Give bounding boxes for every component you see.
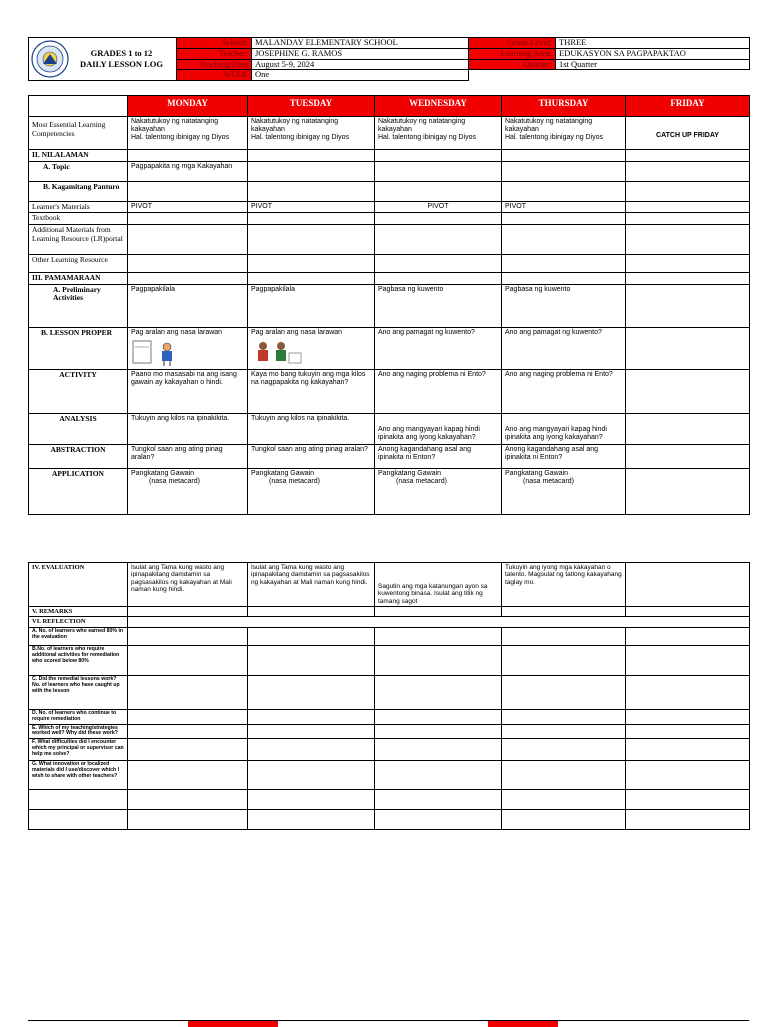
abstraction-wednesday: Anong kagandahang asal ang ipinakita ni Enton? — [375, 444, 502, 468]
activity-monday: Paano mo masasabi na ang isang gawain ay kakayahan o hindi. — [128, 369, 248, 413]
empty-cell — [556, 70, 750, 81]
area-label: Learning Area: — [469, 48, 556, 59]
activity-thursday: Ano ang naging problema ni Ento? — [502, 369, 626, 413]
application-monday-sub: (nasa metacard) — [149, 477, 200, 485]
date-value: August 5-9, 2024 — [252, 59, 469, 70]
school-label: School: — [177, 38, 252, 49]
reflection-f: F. What difficulties did I encounter which my principal or supervisor can help me solve? — [29, 739, 128, 761]
red-band — [488, 1021, 558, 1027]
teacher-value: JOSEPHINE G. RAMOS — [252, 48, 469, 59]
reflection-d: D. No. of learners who continue to require remediation — [29, 709, 128, 724]
evaluation-label: IV. EVALUATION — [29, 563, 128, 607]
empty-cell — [469, 70, 556, 81]
date-label: Teaching Date — [177, 59, 252, 70]
abstraction-monday: Tungkol saan ang ating pinag aralan? — [128, 444, 248, 468]
reflection-g: G. What innovation or localized materials did I use/discover which I wish to share with other teachers? — [29, 761, 128, 790]
nilalaman-label: II. NILALAMAN — [29, 150, 128, 162]
analysis-monday: Tukuyin ang kilos na ipinakikita. — [128, 413, 248, 444]
header-table — [28, 37, 750, 81]
analysis-thursday: Ano ang mangyayari kapag hindi ipinakita ang iyong kakayahan? — [502, 413, 626, 444]
pamamaraan-label: III. PAMAMARAAN — [29, 272, 128, 284]
quarter-label: Quarter: — [469, 59, 556, 70]
lesson-tuesday-cell — [248, 327, 375, 369]
preliminary-label: A. Preliminary Activities — [29, 284, 128, 327]
lesson-monday: Pag aralan ang nasa larawan — [131, 328, 223, 336]
activity-label: ACTIVITY — [29, 369, 128, 413]
reflection-b: B.No. of learners who require additional activities for remediation who scored below 80% — [29, 645, 128, 675]
melc-monday: Nakatutukoy ng natatanging kakayahan Hal. talentong ibinigay ng Diyos — [128, 117, 248, 150]
application-thursday-sub: (nasa metacard) — [523, 477, 574, 485]
reflection-e: E. Which of my teaching/strategies worked well? Why did these work? — [29, 724, 128, 739]
week-label: WEEK — [177, 70, 252, 81]
pivot-tuesday: PIVOT — [248, 201, 375, 213]
other-resource-label: Other Learning Resource — [29, 254, 128, 272]
melc-thursday: Nakatutukoy ng natatanging kakayahan Hal. talentong ibinigay ng Diyos — [502, 117, 626, 150]
header-title-cell — [29, 38, 177, 81]
pivot-wednesday: PIVOT — [375, 201, 502, 213]
abstraction-thursday: Anong kagandahang asal ang ipinakita ni Enton? — [502, 444, 626, 468]
week-value: One — [252, 70, 469, 81]
application-wednesday-cell — [375, 468, 502, 514]
application-thursday: Pangkatang Gawain — [505, 469, 569, 477]
corner-cell — [29, 96, 128, 117]
application-monday: Pangkatang Gawain — [131, 469, 195, 477]
teacher-label: Teacher: — [177, 48, 252, 59]
lesson-table — [28, 95, 750, 515]
application-tuesday-sub: (nasa metacard) — [269, 477, 320, 485]
textbook-label: Textbook — [29, 213, 128, 225]
grade-label: Grade Level: — [469, 38, 556, 49]
analysis-wednesday: Ano ang mangyayari kapag hindi ipinakita ang iyong kakayahan? — [375, 413, 502, 444]
lesson-thursday: Ano ang pamagat ng kuwento? — [502, 327, 626, 369]
day-friday: FRIDAY — [626, 96, 750, 117]
lesson-tuesday: Pag aralan ang nasa larawan — [251, 328, 343, 336]
kagamitang-label: B. Kagamitang Panturo — [29, 181, 128, 201]
grade-value: THREE — [556, 38, 750, 49]
evaluation-table — [28, 562, 750, 830]
day-tuesday: TUESDAY — [248, 96, 375, 117]
pivot-thursday: PIVOT — [502, 201, 626, 213]
eval-wednesday: Sagutin ang mga katanungan ayon sa kuwentong binasa. Isulat ang titik ng tamang sagot — [375, 563, 502, 607]
quarter-value: 1st Quarter — [556, 59, 750, 70]
application-wednesday-sub: (nasa metacard) — [396, 477, 447, 485]
day-wednesday: WEDNESDAY — [375, 96, 502, 117]
title-line1: GRADES 1 to 12 — [90, 48, 153, 59]
area-value: EDUKASYON SA PAGPAPAKTAO — [556, 48, 750, 59]
reflection-c1: C. Did the remedial lessons work? — [32, 675, 117, 682]
additional-materials-label: Additional Materials from Learning Resource (LR)portal — [29, 224, 128, 254]
topic-label: A. Topic — [29, 161, 128, 181]
deped-seal-icon — [31, 40, 69, 78]
application-thursday-cell — [502, 468, 626, 514]
melc-wednesday: Nakatutukoy ng natatanging kakayahan Hal. talentong ibinigay ng Diyos — [375, 117, 502, 150]
learners-materials-label: Learner's Materials — [29, 201, 128, 213]
prelim-thursday: Pagbasa ng kuwento — [502, 284, 626, 327]
application-wednesday: Pangkatang Gawain — [378, 469, 442, 477]
day-monday: MONDAY — [128, 96, 248, 117]
reflection-label: VI. REFLECTION — [29, 617, 128, 627]
lesson-wednesday: Ano ang pamagat ng kuwento? — [375, 327, 502, 369]
application-monday-cell — [128, 468, 248, 514]
prelim-tuesday: Pagpapakilala — [248, 284, 375, 327]
eval-thursday: Tukuyin ang iyong mga kakayahan o talento. Magsulat ng tatlong kakayahang taglay mo. — [502, 563, 626, 607]
lesson-illustration-image — [251, 337, 303, 367]
topic-monday: Pagpapakita ng mga Kakayahan — [128, 161, 248, 181]
prelim-monday: Pagpapakilala — [128, 284, 248, 327]
application-tuesday: Pangkatang Gawain — [251, 469, 315, 477]
analysis-label: ANALYSIS — [29, 413, 128, 444]
application-tuesday-cell — [248, 468, 375, 514]
school-value: MALANDAY ELEMENTARY SCHOOL — [252, 38, 469, 49]
abstraction-label: ABSTRACTION — [29, 444, 128, 468]
day-thursday: THURSDAY — [502, 96, 626, 117]
application-label: APPLICATION — [29, 468, 128, 514]
melc-tuesday: Nakatutukoy ng natatanging kakayahan Hal. talentong ibinigay ng Diyos — [248, 117, 375, 150]
activity-tuesday: Kaya mo bang tukuyin ang mga kilos na nagpapakita ng kakayahan? — [248, 369, 375, 413]
activity-wednesday: Ano ang naging problema ni Ento? — [375, 369, 502, 413]
remarks-label: V. REMARKS — [29, 607, 128, 617]
lesson-monday-cell — [128, 327, 248, 369]
red-band — [188, 1021, 278, 1027]
eval-tuesday: Isulat ang Tama kung wasto ang ipinapakitang damdamin sa pagsasakilos ng kakayahan at Mali naman kung hindi. — [248, 563, 375, 607]
prelim-wednesday: Pagbasa ng kuwento — [375, 284, 502, 327]
abstraction-tuesday: Tungkol saan ang ating pinag aralan? — [248, 444, 375, 468]
reflection-c2: No. of learners who have caught up with the lesson — [32, 681, 120, 694]
analysis-tuesday: Tukuyin ang kilos na ipinakikita. — [248, 413, 375, 444]
lesson-proper-label: B. LESSON PROPER — [29, 327, 128, 369]
pivot-monday: PIVOT — [128, 201, 248, 213]
reflection-c-cell — [29, 675, 128, 709]
eval-monday: Isulat ang Tama kung wasto ang ipinapakitang damdamin sa pagsasakilos ng kakayahan at Mali naman kung hindi. — [128, 563, 248, 607]
lesson-illustration-image — [131, 337, 183, 367]
catch-up-friday: CATCH UP FRIDAY — [626, 117, 750, 150]
title-line2: DAILY LESSON LOG — [80, 59, 163, 69]
melc-label: Most Essential Learning Competencies — [29, 117, 128, 150]
reflection-a: A. No. of learners who earned 80% in the evaluation — [29, 627, 128, 645]
